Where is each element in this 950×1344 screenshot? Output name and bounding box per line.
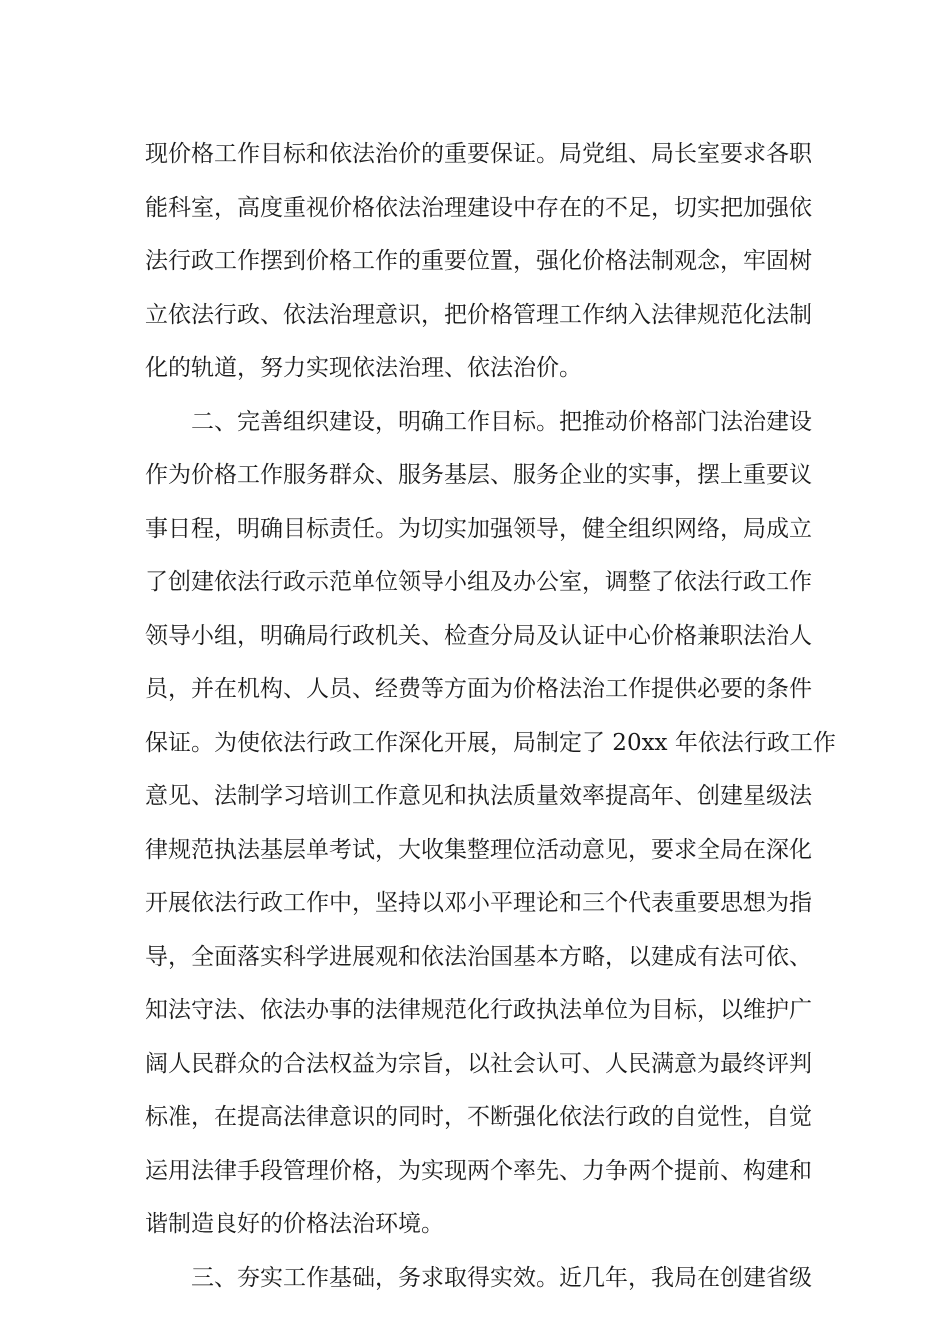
text-line: 导，全面落实科学进展观和依法治国基本方略，以建成有法可依、 (145, 943, 812, 970)
paragraph-3 (145, 1252, 812, 1306)
text-line: 现价格工作目标和依法治价的重要保证。局党组、局长室要求各职 (145, 141, 812, 167)
text-line: 作为价格工作服务群众、服务基层、服务企业的实事，摆上重要议 (145, 462, 812, 488)
text-line: 三、夯实工作基础，务求取得实效。近几年，我局在创建省级 (191, 1264, 812, 1291)
text-line: 知法守法、依法办事的法律规范化行政执法单位为目标，以维护广 (145, 997, 812, 1023)
document-body (145, 128, 836, 1305)
text-line: 开展依法行政工作中，坚持以邓小平理论和三个代表重要思想为指 (145, 890, 812, 916)
text-line: 事日程，明确目标责任。为切实加强领导，健全组织网络，局成立 (145, 515, 812, 542)
text-line: 能科室，高度重视价格依法治理建设中存在的不足，切实把加强依 (145, 194, 812, 221)
text-line: 立依法行政、依法治理意识，把价格管理工作纳入法律规范化法制 (145, 301, 812, 328)
text-line: 运用法律手段管理价格，为实现两个率先、力争两个提前、构建和 (145, 1157, 812, 1184)
text-line: 化的轨道，努力实现依法治理、依法治价。 (145, 355, 582, 381)
text-line: 意见、法制学习培训工作意见和执法质量效率提高年、创建星级法 (145, 783, 812, 809)
text-line: 阔人民群众的合法权益为宗旨，以社会认可、人民满意为最终评判 (145, 1050, 812, 1077)
text-line: 员，并在机构、人员、经费等方面为价格法治工作提供必要的条件 (145, 676, 812, 702)
text-line: 律规范执法基层单考试，大收集整理位活动意见，要求全局在深化 (145, 836, 812, 863)
text-line: 二、完善组织建设，明确工作目标。把推动价格部门法治建设 (191, 408, 812, 435)
text-line: 法行政工作摆到价格工作的重要位置，强化价格法制观念，牢固树 (145, 248, 812, 274)
text-line: 领导小组，明确局行政机关、检查分局及认证中心价格兼职法治人 (145, 622, 812, 649)
paragraph-1 (145, 128, 812, 396)
text-line: 谐制造良好的价格法治环境。 (145, 1211, 444, 1237)
text-line: 了创建依法行政示范单位领导小组及办公室，调整了依法行政工作 (145, 569, 812, 595)
text-line: 标准，在提高法律意识的同时，不断强化依法行政的自觉性，自觉 (145, 1104, 812, 1130)
text-line: 保证。为使依法行政工作深化开展，局制定了 20xx 年依法行政工作 (145, 729, 836, 756)
paragraph-2 (145, 396, 836, 1252)
